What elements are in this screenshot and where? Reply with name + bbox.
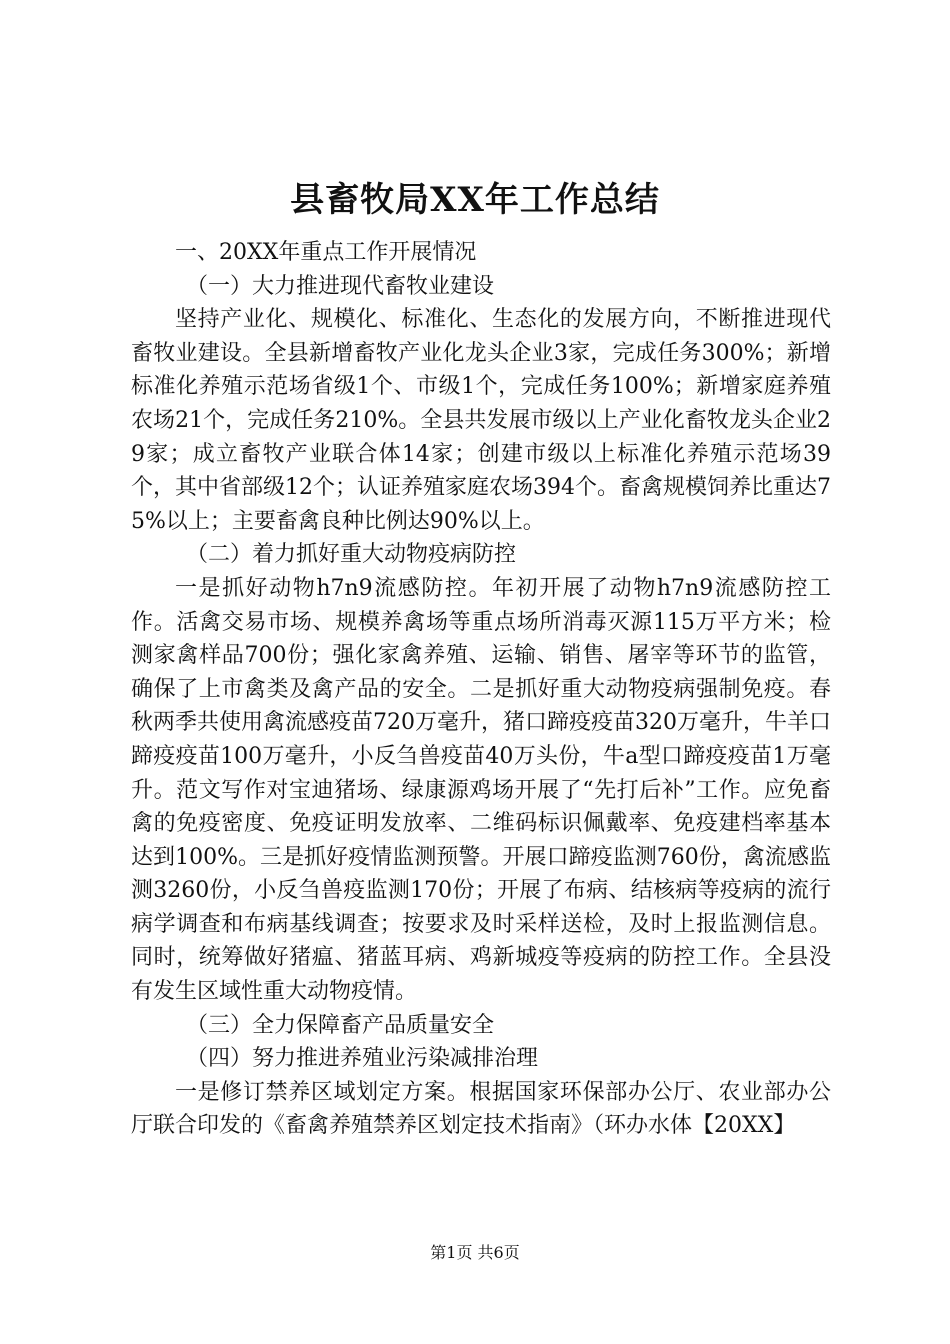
section-heading-1: 一、20XX年重点工作开展情况 bbox=[175, 240, 477, 265]
document-title: 县畜牧局XX年工作总结 bbox=[290, 180, 660, 220]
body-paragraph-1: 坚持产业化、规模化、标准化、生态化的发展方向，不断推进现代畜牧业建设。全县新增畜牧产业化龙头企业3家，完成任务300%；新增标准化养殖示范场省级1个、市级1个，完成任务100%；新增家庭养殖农场21个，完成任务210%。全县共发展市级以上产业化畜牧龙头企业29家；成立畜牧产业联合体14家；创建市级以上标准化养殖示范场39个，其中省部级12个；认证养殖家庭农场394个。畜禽规模饲养比重达75%以上；主要畜禽良种比例达90%以上。 bbox=[131, 307, 831, 534]
subsection-heading-4: （四）努力推进养殖业污染减排治理 bbox=[186, 1046, 539, 1072]
page-footer: 第1页 共6页 bbox=[430, 1243, 520, 1262]
body-paragraph-2: 一是抓好动物h7n9流感防控。年初开展了动物h7n9流感防控工作。活禽交易市场、规模养禽场等重点场所消毒灭源115万平方米；检测家禽样品700份；强化家禽养殖、运输、销售、屠宰等环节的监管，确保了上市禽类及禽产品的安全。二是抓好重大动物疫病强制免疫。春秋两季共使用禽流感疫苗720万毫升，猪口蹄疫疫苗320万毫升，牛羊口蹄疫疫苗100万毫升，小反刍兽疫苗40万头份，牛a型口蹄疫疫苗1万毫升。范文写作对宝迪猪场、绿康源鸡场开展了“先打后补”工作。应免畜禽的免疫密度、免疫证明发放率、二维码标识佩戴率、免疫建档率基本达到100%。三是抓好疫情监测预警。开展口蹄疫监测760份，禽流感监测3260份，小反刍兽疫监测170份；开展了布病、结核病等疫病的流行病学调查和布病基线调查；按要求及时采样送检，及时上报监测信息。同时，统筹做好猪瘟、猪蓝耳病、鸡新城疫等疫病的防控工作。全县没有发生区域性重大动物疫情。 bbox=[131, 575, 831, 1005]
body-paragraph-3: 一是修订禁养区域划定方案。根据国家环保部办公厅、农业部办公厅联合印发的《畜禽养殖禁养区划定技术指南》（环办水体【20XX】 bbox=[131, 1079, 831, 1139]
subsection-heading-1: （一）大力推进现代畜牧业建设 bbox=[186, 273, 495, 299]
subsection-heading-2: （二）着力抓好重大动物疫病防控 bbox=[186, 542, 517, 568]
document-body bbox=[131, 236, 831, 1143]
subsection-heading-3: （三）全力保障畜产品质量安全 bbox=[186, 1012, 495, 1038]
